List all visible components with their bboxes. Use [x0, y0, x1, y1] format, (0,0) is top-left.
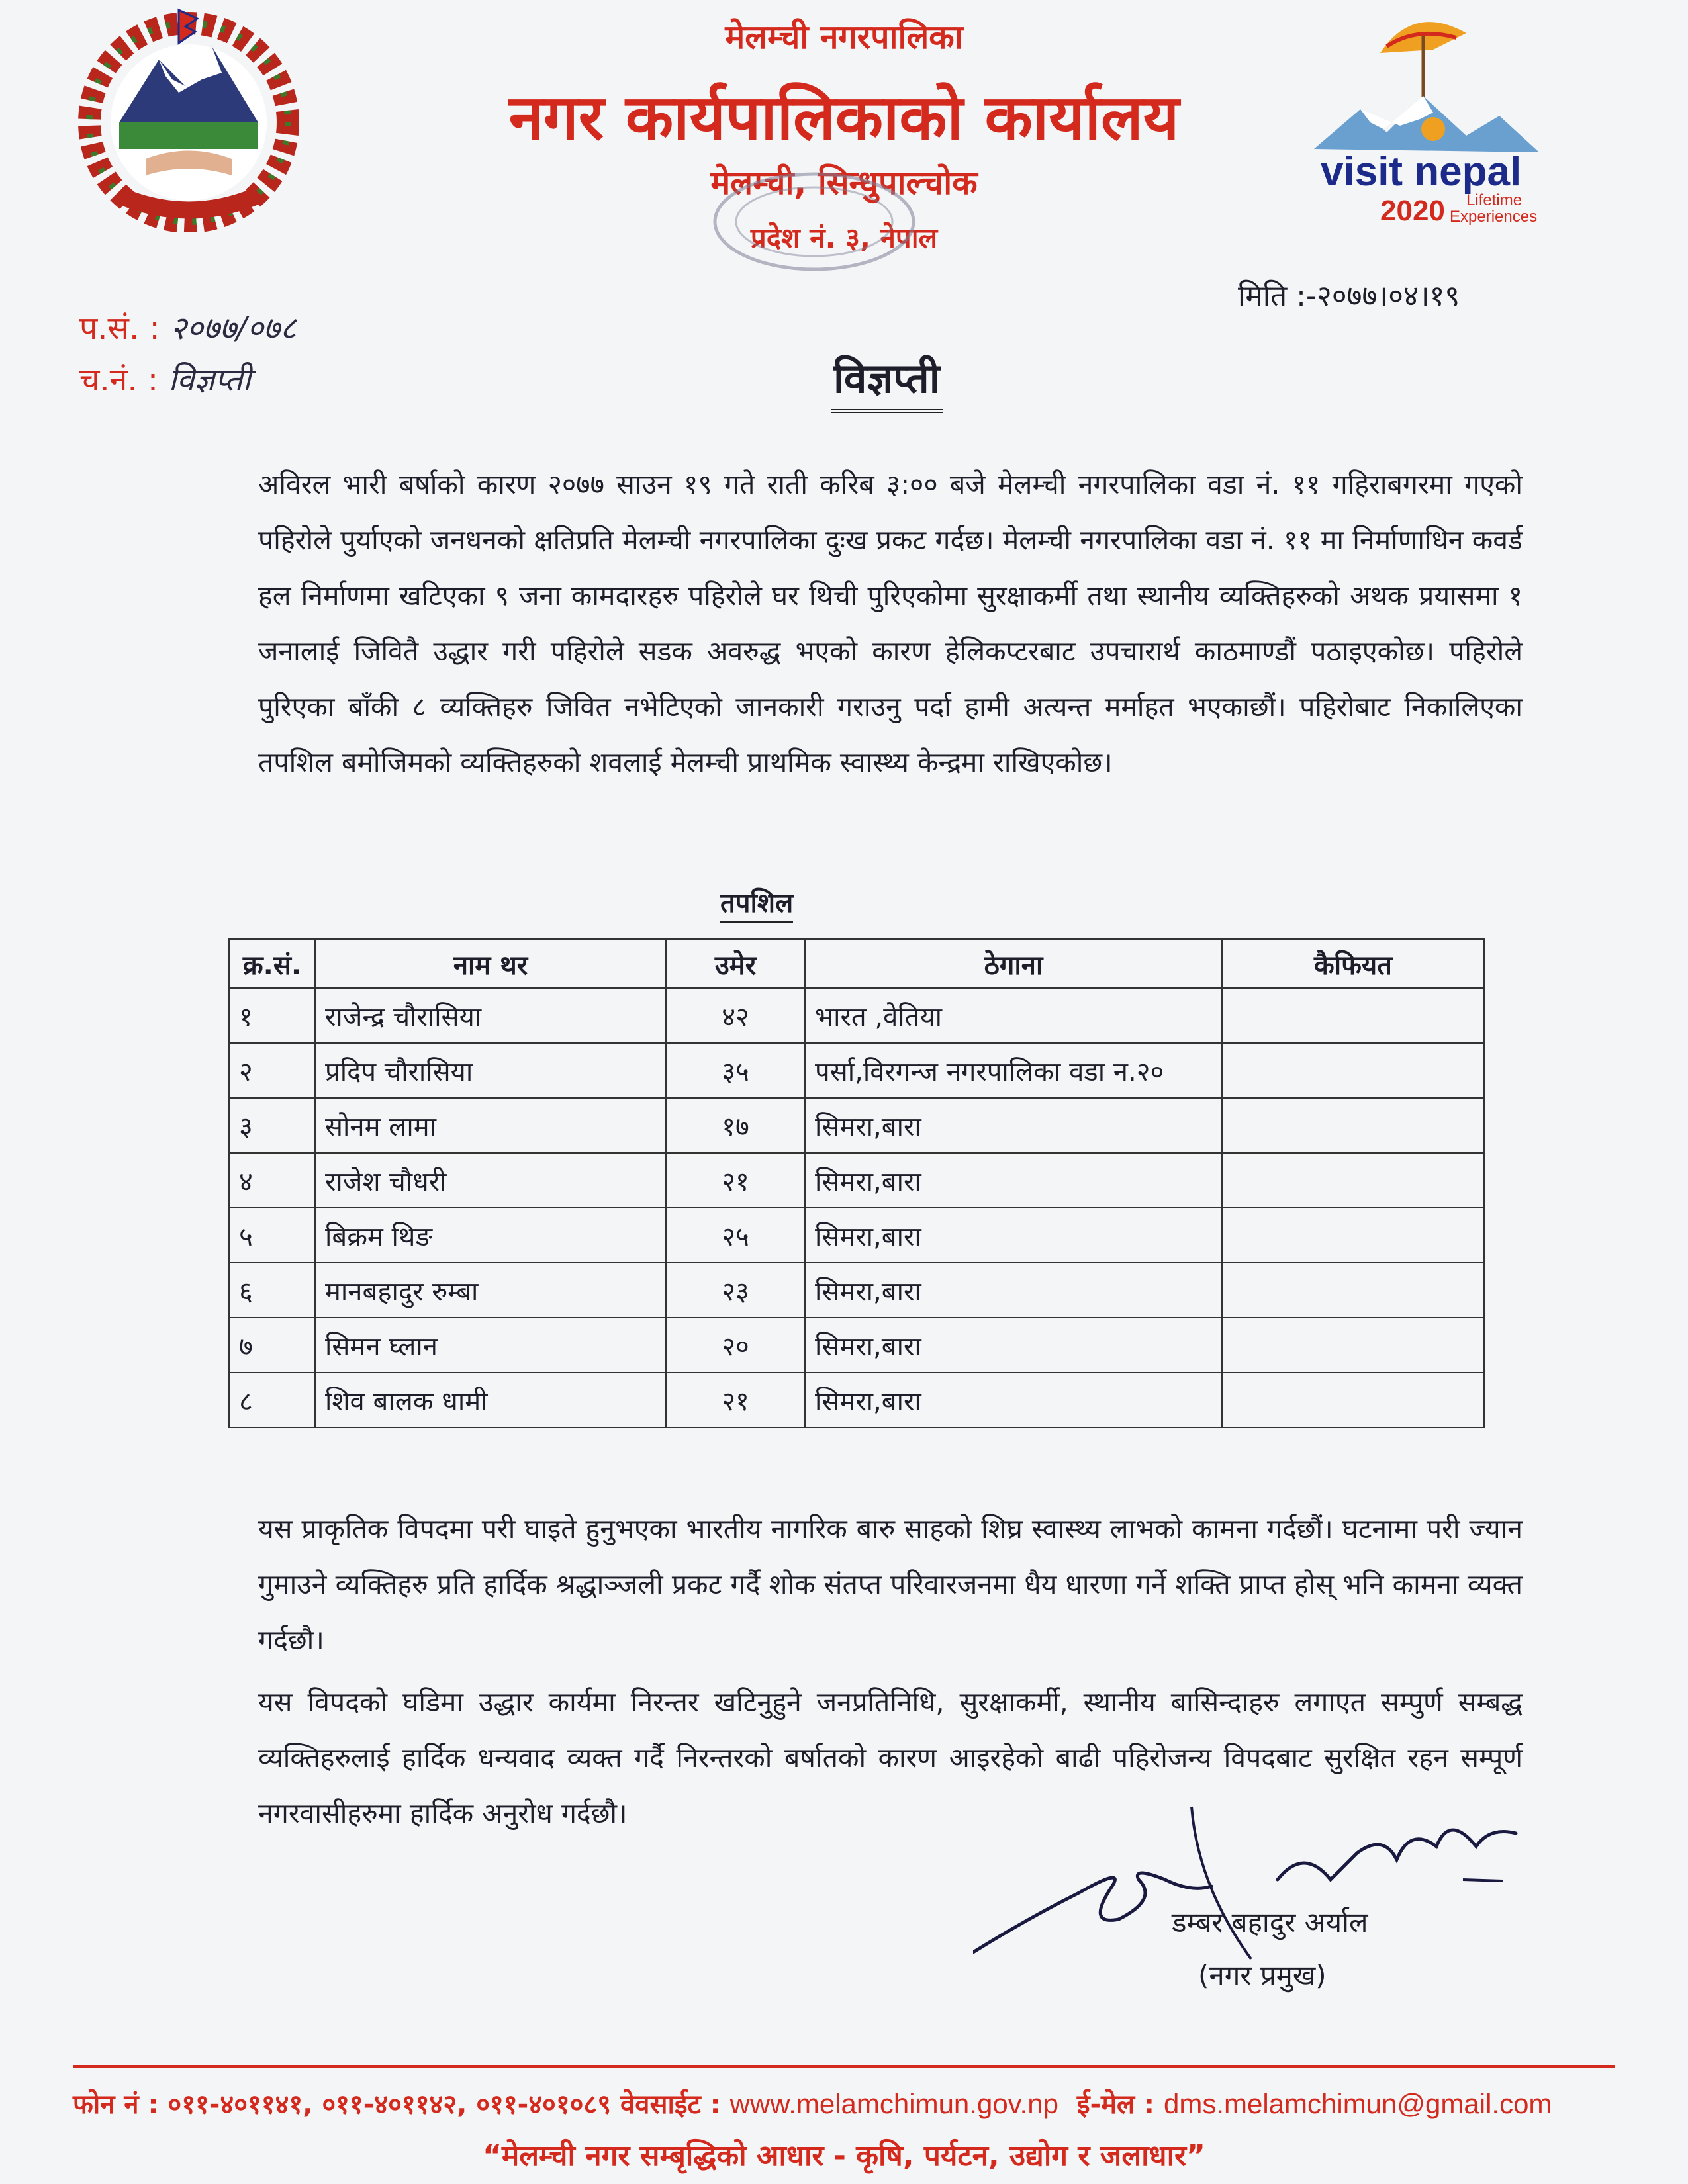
reference-number — [79, 306, 297, 349]
footer-divider — [73, 2065, 1615, 2068]
dispatch-number — [79, 357, 251, 400]
cell-age: ४२ — [666, 988, 805, 1043]
cell-name: प्रदिप चौरासिया — [315, 1043, 666, 1098]
cell-address: भारत ,वेतिया — [805, 988, 1222, 1043]
notice-paragraph-1: अविरल भारी बर्षाको कारण २०७७ साउन १९ गते राती करिब ३:०० बजे मेलम्ची नगरपालिका वडा नं. ११ गहिराबगरमा गएको पहिरोले पुर्याएको जनधनको क्षतिप्रति मेलम्ची नगरपालिका दुःख प्रकट गर्दछ। मेलम्ची नगरपालिका वडा नं. ११ मा निर्माणाधिन कवर्ड हल निर्माणमा खटिएका ९ जना कामदारहरु पहिरोले घर थिची पुरिएकोमा सुरक्षाकर्मी तथा स्थानीय व्यक्तिहरुको अथक प्रयासमा १ जनालाई जिवितै उद्धार गरी पहिरोले सडक अवरुद्ध भएको कारण हेलिकप्टरबाट उपचारार्थ काठमाण्डौं पठाइएकोछ। पहिरोले पुरिएका बाँकी ८ व्यक्तिहरु जिवित नभेटिएको जानकारी गराउनु पर्दा हामी अत्यन्त मर्माहत भएकाछौं। पहिरोबाट निकालिएका तपशिल बमोजिमको व्यक्तिहरुको शवलाई मेलम्ची प्राथमिक स्वास्थ्य केन्द्रमा राखिएकोछ। — [258, 469, 1523, 778]
footer-slogan: “मेलम्ची नगर सम्बृद्धिको आधार - कृषि, पर्यटन, उद्योग र जलाधार” — [483, 2139, 1205, 2173]
cell-serial: ६ — [229, 1263, 315, 1318]
cell-serial: ३ — [229, 1098, 315, 1153]
cell-name: राजेन्द्र चौरासिया — [315, 988, 666, 1043]
signer-title: (नगर प्रमुख) — [1198, 1959, 1327, 1991]
header-remarks: कैफियत — [1222, 939, 1484, 988]
municipality-name: मेलम्ची नगरपालिका — [725, 18, 963, 56]
table-row — [229, 1373, 1484, 1428]
ps-value: २०७७/०७८ — [169, 310, 297, 347]
notice-title: विज्ञप्ती — [831, 349, 943, 413]
cell-name: मानबहादुर रुम्बा — [315, 1263, 666, 1318]
cell-serial: २ — [229, 1043, 315, 1098]
cell-name: बिक्रम थिङ — [315, 1208, 666, 1263]
table-row — [229, 1043, 1484, 1098]
office-address: मेलम्ची, सिन्धुपाल्चोक — [710, 163, 978, 202]
cell-age: २५ — [666, 1208, 805, 1263]
cell-age: २३ — [666, 1263, 805, 1318]
date-value: २०७७।०४।१९ — [1316, 279, 1460, 313]
cell-serial: ५ — [229, 1208, 315, 1263]
email-label: ई-मेल : — [1076, 2089, 1155, 2120]
cell-serial: ८ — [229, 1373, 315, 1428]
cell-name: शिव बालक धामी — [315, 1373, 666, 1428]
footer-contact — [73, 2085, 1615, 2121]
notice-paragraph-2: यस प्राकृतिक विपदमा परी घाइते हुनुभएका भारतीय नागरिक बारु साहको शिघ्र स्वास्थ्य लाभको कामना गर्दछौं। घटनामा परी ज्यान गुमाउने व्यक्तिहरु प्रति हार्दिक श्रद्धाञ्जली प्रकट गर्दै शोक संतप्त परिवारजनमा धैय धारणा गर्ने शक्ति प्राप्त होस् भनि कामना व्यक्त गर्दछौ। — [258, 1513, 1523, 1656]
cell-address: पर्सा,विरगन्ज नगरपालिका वडा न.२० — [805, 1043, 1222, 1098]
office-stamp — [695, 162, 933, 275]
cell-remarks — [1222, 1098, 1484, 1153]
casualty-table — [228, 938, 1485, 1428]
table-row — [229, 1318, 1484, 1373]
cell-remarks — [1222, 988, 1484, 1043]
table-header-row — [229, 939, 1484, 988]
table-row — [229, 1098, 1484, 1153]
cell-remarks — [1222, 1208, 1484, 1263]
cell-age: २१ — [666, 1153, 805, 1208]
cell-age: २१ — [666, 1373, 805, 1428]
office-province: प्रदेश नं. ३, नेपाल — [750, 222, 938, 254]
cell-address: सिमरा,बारा — [805, 1373, 1222, 1428]
phone-label: फोन नं : — [73, 2089, 159, 2120]
cell-age: २० — [666, 1318, 805, 1373]
cell-serial: ४ — [229, 1153, 315, 1208]
cell-address: सिमरा,बारा — [805, 1263, 1222, 1318]
cell-remarks — [1222, 1043, 1484, 1098]
ps-label: प.सं. : — [79, 310, 160, 347]
signer-name: डम्बर बहादुर अर्याल — [1172, 1906, 1368, 1938]
table-row — [229, 988, 1484, 1043]
website-link[interactable]: www.melamchimun.gov.np — [729, 2088, 1058, 2119]
header-serial: क्र.सं. — [229, 939, 315, 988]
visit-nepal-logo-tagline-2: Experiences — [1450, 208, 1538, 226]
table-row — [229, 1208, 1484, 1263]
visit-nepal-logo-tagline-1: Lifetime — [1466, 191, 1523, 209]
cell-address: सिमरा,बारा — [805, 1098, 1222, 1153]
header-address: ठेगाना — [805, 939, 1222, 988]
phone-numbers: ०११-४०११४१, ०११-४०११४२, ०११-४०१०८९ — [167, 2089, 612, 2120]
cell-name: सोनम लामा — [315, 1098, 666, 1153]
cell-name: राजेश चौधरी — [315, 1153, 666, 1208]
visit-nepal-logo-year: 2020 — [1380, 195, 1445, 227]
cell-serial: १ — [229, 988, 315, 1043]
visit-nepal-logo-text: visit nepal — [1321, 149, 1522, 195]
cell-remarks — [1222, 1263, 1484, 1318]
cn-label: च.नं. : — [79, 361, 159, 398]
table-row — [229, 1153, 1484, 1208]
cell-age: १७ — [666, 1098, 805, 1153]
notice-paragraph-3: यस विपदको घडिमा उद्धार कार्यमा निरन्तर खटिनुहुने जनप्रतिनिधि, सुरक्षाकर्मी, स्थानीय बासिन्दाहरु लगाएत सम्पुर्ण सम्बद्ध व्यक्तिहरुलाई हार्दिक धन्यवाद व्यक्त गर्दै निरन्तरको बर्षातको कारण आइरहेको बाढी पहिरोजन्य विपदबाट सुरक्षित रहन सम्पूर्ण नगरवासीहरुमा हार्दिक अनुरोध गर्दछौ। — [258, 1686, 1523, 1829]
cell-remarks — [1222, 1318, 1484, 1373]
cn-value: विज्ञप्ती — [168, 361, 251, 398]
date-label: मिति :- — [1238, 279, 1317, 313]
cell-address: सिमरा,बारा — [805, 1318, 1222, 1373]
cell-remarks — [1222, 1373, 1484, 1428]
table-row — [229, 1263, 1484, 1318]
email-link[interactable]: dms.melamchimun@gmail.com — [1163, 2088, 1552, 2119]
cell-address: सिमरा,बारा — [805, 1153, 1222, 1208]
cell-name: सिमन घ्लान — [315, 1318, 666, 1373]
header-name: नाम थर — [315, 939, 666, 988]
website-label: वेवसाईट : — [620, 2089, 721, 2120]
cell-address: सिमरा,बारा — [805, 1208, 1222, 1263]
date-line — [1238, 275, 1460, 314]
cell-serial: ७ — [229, 1318, 315, 1373]
cell-age: ३५ — [666, 1043, 805, 1098]
annex-title: तपशिल — [720, 884, 793, 923]
cell-remarks — [1222, 1153, 1484, 1208]
header-age: उमेर — [666, 939, 805, 988]
office-name-heading: नगर कार्यपालिकाको कार्यालय — [508, 82, 1180, 154]
